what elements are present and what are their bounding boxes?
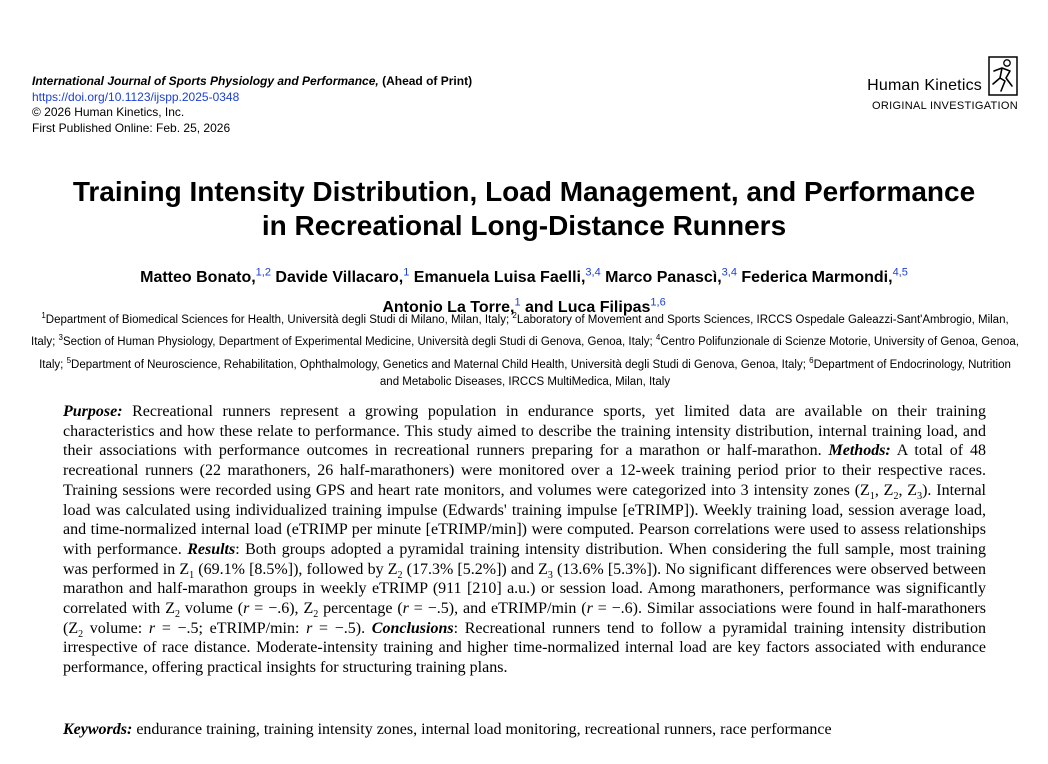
author: Antonio La Torre,$^1$ bbox=[382, 296, 521, 316]
article-title bbox=[0, 175, 1048, 243]
affiliations: $^1$Department of Biomedical Sciences for Health, Università degli Studi di Milano, Milan, Italy; $^2$Laboratory of Movement and Sports Sciences, IRCCS Ospedale Galeazzi-Sant'Ambrogio, Milan, Italy; $^3$Section of Human Physiology, Department of Experimental Medicine, Università degli Studi di Genova, Genoa, Italy; $^4$Centro Polifunzionale di Scienze Motorie, University of Genoa, Genoa, Italy; $^5$Department of Neuroscience, Rehabilitation, Ophthalmology, Genetics and Maternal Child Health, Università degli Studi di Genova, Genoa, Italy; $^6$Department of Endocrinology, Nutrition and Metabolic Diseases, IRCCS MultiMedica, Milan, Italy bbox=[31, 311, 1019, 388]
author-affiliation-ref[interactable]: 1,6 bbox=[650, 296, 666, 309]
affiliation: Laboratory of Movement and Sports Sciences, IRCCS Ospedale Galeazzi-Sant'Ambrogio, Milan, Italy; bbox=[31, 313, 1009, 349]
human-kinetics-logo-icon bbox=[988, 56, 1018, 96]
affiliation: Section of Human Physiology, Department of Experimental Medicine, Università degli Studi di Genova, Genoa, Italy; bbox=[62, 336, 656, 349]
author: Davide Villacaro,$^1$ bbox=[275, 267, 410, 287]
title-line-1: Training Intensity Distribution, Load Management, and Performance bbox=[72, 176, 976, 207]
conclusions-label: Conclusions bbox=[371, 619, 454, 637]
author: Matteo Bonato,$^{1,2}$ bbox=[140, 267, 271, 287]
results-label: Results bbox=[187, 540, 236, 558]
publisher-name: Human Kinetics bbox=[867, 77, 982, 94]
purpose-label: Purpose: bbox=[63, 403, 123, 420]
author-affiliation-ref[interactable]: 4,5 bbox=[892, 267, 908, 279]
affiliation: Department of Neuroscience, Rehabilitation, Ophthalmology, Genetics and Maternal Child Health, Università degli Studi di Genova, Genoa, Italy; bbox=[71, 358, 810, 371]
author-affiliation-ref[interactable]: 3,4 bbox=[585, 267, 601, 279]
author: and Luca Filipas$^{1,6}$ bbox=[525, 296, 666, 316]
ahead-of-print: (Ahead of Print) bbox=[382, 74, 473, 88]
abstract: Purpose: Recreational runners represent a growing population in endurance sports, yet limited data are available on their training characteristics and how these relate to performance. This study aimed to describe the training intensity distribution, internal training load, and their associations with performance outcomes in recreational runners preparing for a marathon or half-marathon. Methods: A total of 48 recreational runners (22 marathoners, 26 half-marathoners) were monitored over a 12-week training period prior to their respective races. Training sessions were recorded using GPS and heart rate monitors, and volumes were categorized into 3 intensity zones ($Z_1$, $Z_2$, $Z_3$). Internal load was calculated using individualized training impulse (Edwards' training impulse [eTRIMP]). Weekly training load, session average load, and time-normalized internal load (eTRIMP per minute [eTRIMP/min]) were computed. Pearson correlations were used to assess relationships with performance. Results: Both groups adopted a pyramidal training intensity distribution. When considering the full sample, most training was performed in $Z_1$ (69.1% [8.5%]), followed by $Z_2$ (17.3% [5.2%]) and $Z_3$ (13.6% [5.3%]). No significant differences were observed between marathon and half-marathon groups in weekly eTRIMP (911 [210] a.u.) or session load. Among marathoners, performance was significantly correlated with $Z_2$ volume (r = −.6), $Z_2$ percentage (r = −.5), and eTRIMP/min (r = −.6). Similar associations were found in half-marathoners ($Z_2$ volume: r = −.5; eTRIMP/min: r = −.5). Conclusions: Recreational runners tend to follow a pyramidal training intensity distribution irrespective of race distance. Moderate-intensity training and higher time-normalized internal load are key factors associated with endurance performance, offering practical insights for structuring training plans. bbox=[63, 403, 987, 677]
title-line-2: in Recreational Long-Distance Runners bbox=[261, 210, 787, 241]
publisher-brand bbox=[867, 56, 1018, 112]
author: Emanuela Luisa Faelli,$^{3,4}$ bbox=[413, 267, 601, 287]
methods-label: Methods: bbox=[828, 442, 891, 460]
article-type: ORIGINAL INVESTIGATION bbox=[872, 100, 1018, 112]
journal-name: International Journal of Sports Physiology and Performance, bbox=[32, 74, 379, 88]
author-affiliation-ref[interactable]: 1 bbox=[514, 296, 521, 309]
author-affiliation-ref[interactable]: 3,4 bbox=[721, 267, 737, 279]
journal-header bbox=[32, 74, 472, 136]
author: Marco Panascì,$^{3,4}$ bbox=[605, 267, 737, 287]
keywords-label: Keywords: bbox=[63, 721, 133, 738]
author-affiliation-ref[interactable]: 1 bbox=[403, 267, 410, 279]
keywords bbox=[63, 720, 986, 740]
doi-link[interactable]: https://doi.org/10.1123/ijspp.2025-0348 bbox=[32, 89, 240, 104]
keywords-text: endurance training, training intensity zones, internal load monitoring, recreational runners, race performance bbox=[132, 721, 832, 738]
journal-citation bbox=[32, 74, 472, 90]
publication-date: First Published Online: Feb. 25, 2026 bbox=[32, 120, 231, 135]
affiliation: Department of Endocrinology, Nutrition and Metabolic Diseases, IRCCS MultiMedica, Milan, Italy bbox=[379, 358, 1011, 388]
copyright: © 2026 Human Kinetics, Inc. bbox=[32, 105, 185, 120]
author-affiliation-ref[interactable]: 1,2 bbox=[255, 267, 271, 279]
affiliation: Department of Biomedical Sciences for Health, Università degli Studi di Milano, Milan, Italy; bbox=[45, 313, 513, 326]
affiliation: Centro Polifunzionale di Scienze Motorie, University of Genoa, Genoa, Italy; bbox=[39, 336, 1019, 371]
author: Federica Marmondi,$^{4,5}$ bbox=[741, 267, 908, 287]
